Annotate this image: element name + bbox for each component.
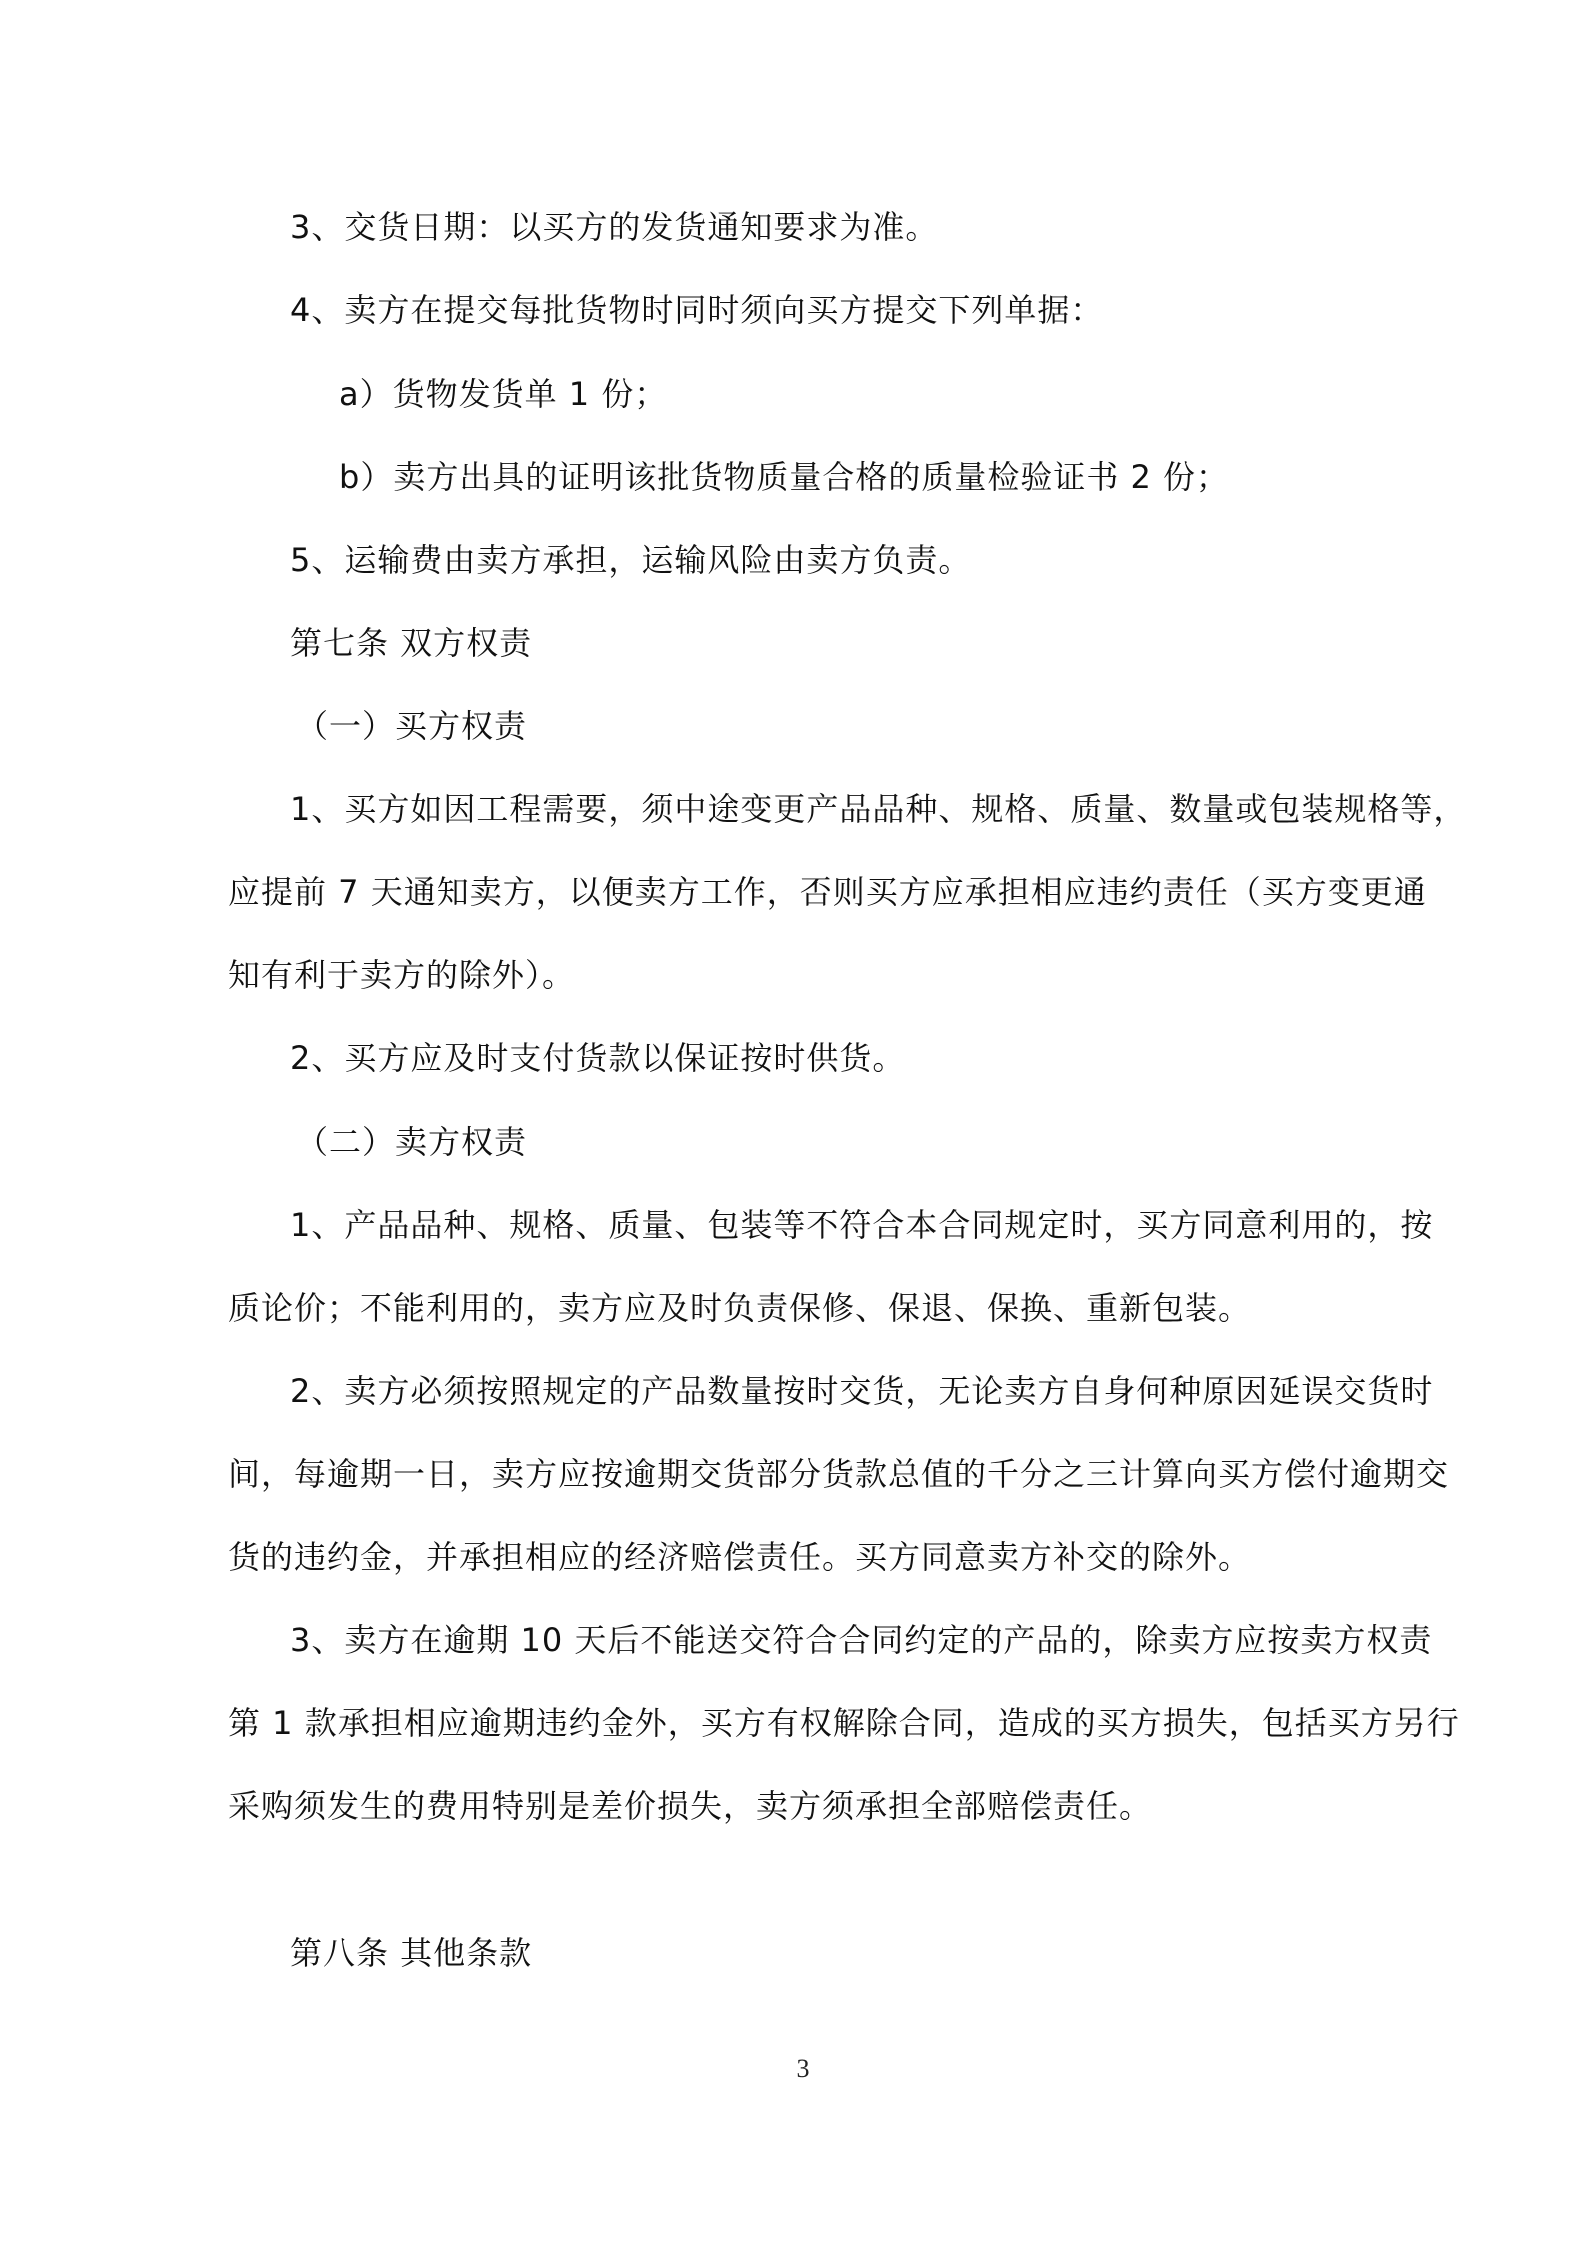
seller-clause-2-line-1: 2、卖方必须按照规定的产品数量按时交货，无论卖方自身何种原因延误交货时 [290,1372,1434,1410]
article-seven-heading: 第七条 双方权责 [290,624,533,662]
buyer-clause-1-line-2: 应提前 7 天通知卖方，以便卖方工作，否则买方应承担相应违约责任（买方变更通 [228,873,1427,911]
seller-clause-1-line-2: 质论价；不能利用的，卖方应及时负责保修、保退、保换、重新包装。 [228,1289,1252,1327]
seller-clause-3-line-2: 第 1 款承担相应逾期违约金外，买方有权解除合同，造成的买方损失，包括买方另行 [228,1704,1460,1742]
buyer-clause-1-line-3: 知有利于卖方的除外）。 [228,956,576,994]
seller-clause-2-line-2: 间，每逾期一日，卖方应按逾期交货部分货款总值的千分之三计算向买方偿付逾期交 [228,1455,1450,1493]
page-number: 3 [796,2054,810,2083]
buyer-rights-heading: （一）买方权责 [296,707,528,745]
clause-documents-item-a: a）货物发货单 1 份； [339,375,668,413]
clause-delivery-date: 3、交货日期：以买方的发货通知要求为准。 [290,208,939,246]
clause-documents-item-b: b）卖方出具的证明该批货物质量合格的质量检验证书 2 份； [339,458,1230,496]
seller-clause-1-line-1: 1、产品品种、规格、质量、包装等不符合本合同规定时，买方同意利用的，按 [290,1206,1434,1244]
buyer-clause-1-line-1: 1、买方如因工程需要，须中途变更产品品种、规格、质量、数量或包装规格等， [290,790,1467,828]
article-eight-heading: 第八条 其他条款 [290,1934,533,1972]
seller-clause-3-line-3: 采购须发生的费用特别是差价损失，卖方须承担全部赔偿责任。 [228,1787,1153,1825]
buyer-clause-2: 2、买方应及时支付货款以保证按时供货。 [290,1039,906,1077]
clause-documents: 4、卖方在提交每批货物时同时须向买方提交下列单据： [290,291,1104,329]
seller-rights-heading: （二）卖方权责 [296,1123,528,1161]
clause-transport: 5、运输费由卖方承担，运输风险由卖方负责。 [290,541,972,579]
seller-clause-2-line-3: 货的违约金，并承担相应的经济赔偿责任。买方同意卖方补交的除外。 [228,1538,1252,1576]
seller-clause-3-line-1: 3、卖方在逾期 10 天后不能送交符合合同约定的产品的，除卖方应按卖方权责 [290,1621,1433,1659]
